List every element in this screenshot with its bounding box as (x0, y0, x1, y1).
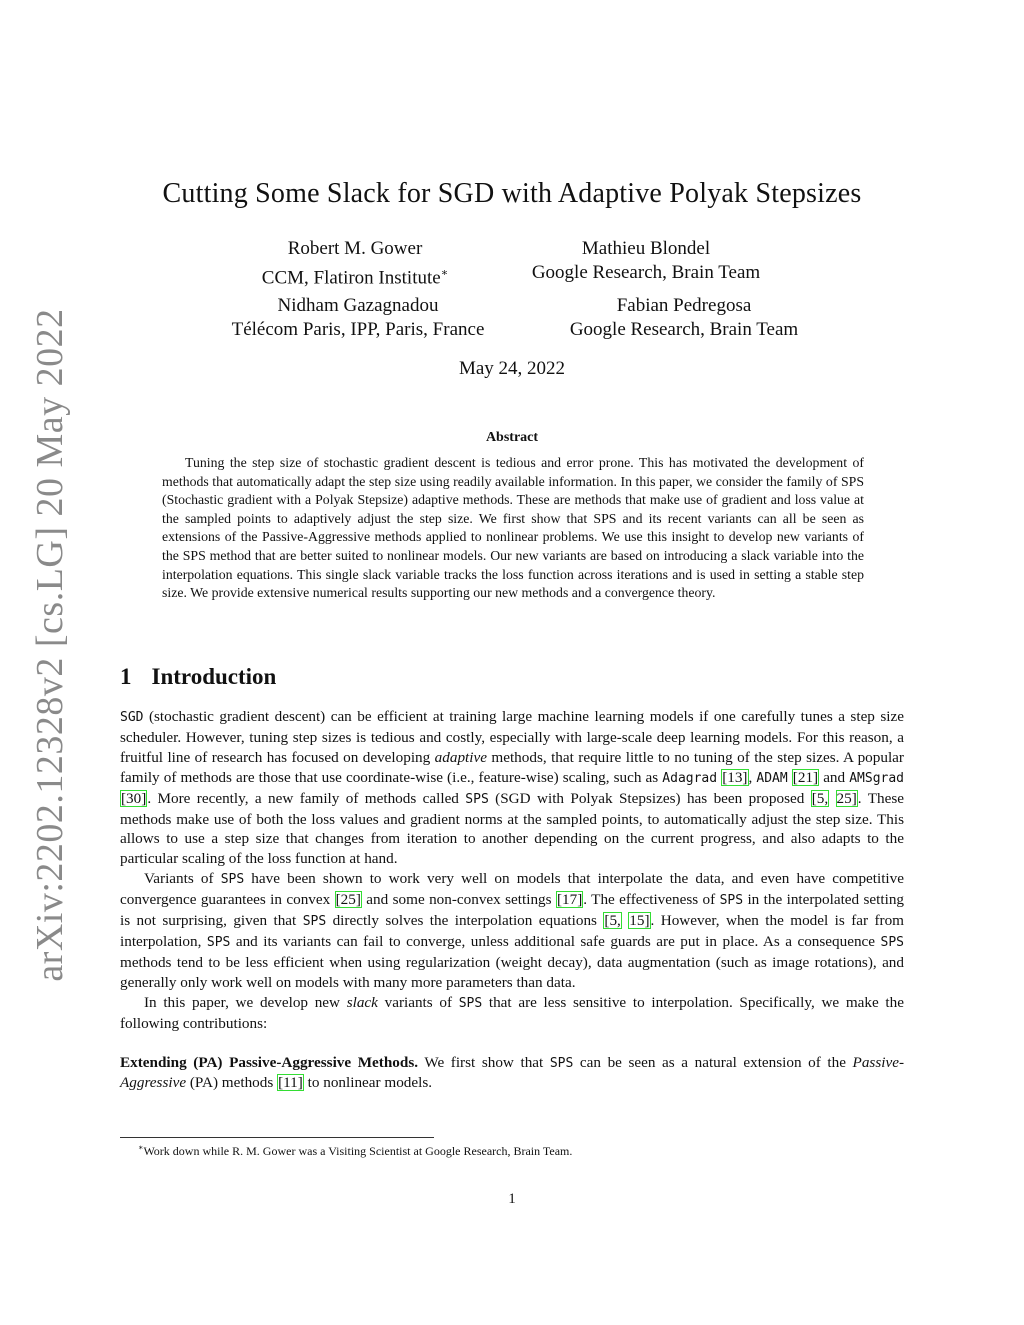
citation-link[interactable]: 15] (629, 912, 650, 930)
text-run: have been shown to work very well on models that interpolate the data, and even have competitive convergence guarantees in convex (120, 870, 904, 909)
author-affiliation: CCM, Flatiron Institute∗ (261, 267, 449, 289)
code-term: Adagrad (662, 770, 718, 786)
text-run: methods tend to be less efficient when using regularization (weight decay), data augmentation (such as image rotations), and generally only work well on models with many more parameters than data. (120, 953, 904, 991)
text-run: Variants of (144, 870, 221, 888)
citation-link[interactable]: [30] (121, 789, 147, 807)
introduction-body (120, 707, 904, 1093)
emphasis: slack (346, 993, 378, 1011)
text-run: (PA) methods (186, 1074, 278, 1092)
author-name: Robert M. Gower (287, 238, 423, 259)
author-block (190, 237, 520, 290)
footnote-text: Work down while R. M. Gower was a Visiting Scientist at Google Research, Brain Team. (143, 1144, 573, 1158)
paragraph (120, 1053, 904, 1094)
code-term: SPS (206, 934, 231, 950)
abstract-text: Tuning the step size of stochastic gradient descent is tedious and error prone. This has motivated the development of methods that automatically adapt the step size using readily available information. In this paper, we consider the family of SPS (Stochastic gradient with a Polyak Stepsize) adaptive methods. These are methods that make use of gradient and loss value at the sampled points to adaptively adjust the step size. We first show that SPS and its recent variants can all be seen as extensions of the Passive-Aggressive methods applied to nonlinear problems. We use this insight to develop new variants of the SPS method that are better suited to nonlinear models. Our new variants are based on introducing a slack variable into the interpolation equations. This single slack variable tracks the loss function across iterations and is used in setting a stable step size. We provide extensive numerical results supporting our new methods and a convergence theory. (162, 455, 864, 601)
emphasis: Passive-Aggressive (120, 1053, 904, 1092)
code-term: SPS (458, 995, 483, 1011)
citation-link[interactable]: [21] (792, 768, 819, 786)
text-run: In this paper, we develop new (144, 993, 347, 1011)
emphasis: adaptive (434, 748, 487, 766)
author-name: Fabian Pedregosa (616, 295, 752, 316)
author-block (481, 237, 811, 285)
paragraph (120, 869, 904, 992)
citation-link[interactable]: [17] (556, 891, 583, 909)
page-number: 1 (508, 1191, 516, 1207)
text-run: that are less sensitive to interpolation. Specifically, we make the following contributions: (120, 993, 904, 1032)
arxiv-identifier: arXiv:2202.12328v2 [cs.LG] 20 May 2022 (29, 308, 71, 982)
citation-link[interactable]: [11] (278, 1074, 303, 1092)
author-affiliation: Télécom Paris, IPP, Paris, France (231, 319, 485, 340)
text-run: to nonlinear models. (303, 1074, 433, 1092)
text-run: in the interpolated setting is not surprising, given that (120, 891, 905, 930)
author-affiliation: Google Research, Brain Team (569, 319, 799, 340)
author-affiliation: Google Research, Brain Team (531, 262, 761, 283)
author-name: Mathieu Blondel (581, 238, 711, 259)
citation-link[interactable]: 25] (836, 789, 857, 807)
citation-link[interactable]: [13] (722, 768, 748, 786)
publication-date: May 24, 2022 (458, 358, 566, 379)
paragraph (120, 993, 904, 1034)
section-number: 1 (120, 664, 132, 689)
code-term: SPS (465, 791, 489, 807)
section-title: Introduction (151, 664, 277, 689)
text-run: and its variants can fail to converge, unless additional safe guards are put in place. As a consequence (230, 932, 881, 950)
text-run: (SGD with Polyak Stepsizes) has been proposed (488, 789, 811, 807)
text-run: We first show that (418, 1053, 550, 1071)
code-term: SPS (302, 914, 327, 930)
footnote-mark: ∗ (138, 1143, 144, 1152)
paragraph (120, 707, 904, 869)
text-run: . These methods make use of both the loss values and gradient norms at the sampled points, to automatically adjust the step size. This allows to use a step size that changes from iteration to another depending on the current progress, and also adapts to the particular scaling of the loss function at hand. (120, 789, 904, 868)
citation-link[interactable]: [5, (811, 789, 829, 807)
paper-title: Cutting Some Slack for SGD with Adaptive Polyak Stepsizes (162, 178, 862, 209)
code-term: SPS (549, 1055, 574, 1071)
author-block (193, 294, 523, 342)
text-run: and some non-convex settings (361, 891, 556, 909)
abstract-heading: Abstract (485, 430, 539, 445)
run-in-heading: Extending (PA) Passive-Aggressive Methods. (120, 1053, 419, 1071)
footnote (138, 1143, 572, 1159)
footnote-mark: ∗ (440, 267, 449, 279)
code-term: SPS (220, 872, 245, 888)
code-term: SGD (120, 710, 144, 725)
text-run: . However, when the model is far from interpolation, (120, 912, 904, 950)
text-run: , (748, 768, 757, 786)
citation-link[interactable]: [5, (604, 912, 621, 930)
text-run: and (819, 768, 850, 786)
code-term: ADAM (756, 770, 788, 786)
code-term: SPS (719, 893, 744, 909)
section-heading (120, 664, 276, 690)
text-run: methods, that require little to no tuning of the step sizes. A popular family of methods are those that use coordinate-wise (i.e., feature-wise) scaling, such as (120, 748, 904, 786)
author-name: Nidham Gazagnadou (277, 295, 439, 316)
code-term: SPS (880, 934, 904, 950)
text-run: (stochastic gradient descent) can be efficient at training large machine learning models if one carefully tunes a step size scheduler. However, tuning step sizes is tedious and costly, especially with large-scale deep learning models. For this reason, a fruitful line of research has focused on developing (120, 708, 904, 766)
text-run: can be seen as a natural extension of the (573, 1053, 853, 1071)
footnote-rule (120, 1137, 434, 1138)
text-run: . The effectiveness of (583, 891, 720, 909)
text-run: . More recently, a new family of methods called (147, 789, 466, 807)
author-block (519, 294, 849, 342)
code-term: AMSgrad (849, 770, 905, 786)
text-run: directly solves the interpolation equations (326, 912, 604, 930)
text-run: variants of (377, 993, 459, 1011)
citation-link[interactable]: [25] (335, 891, 361, 909)
